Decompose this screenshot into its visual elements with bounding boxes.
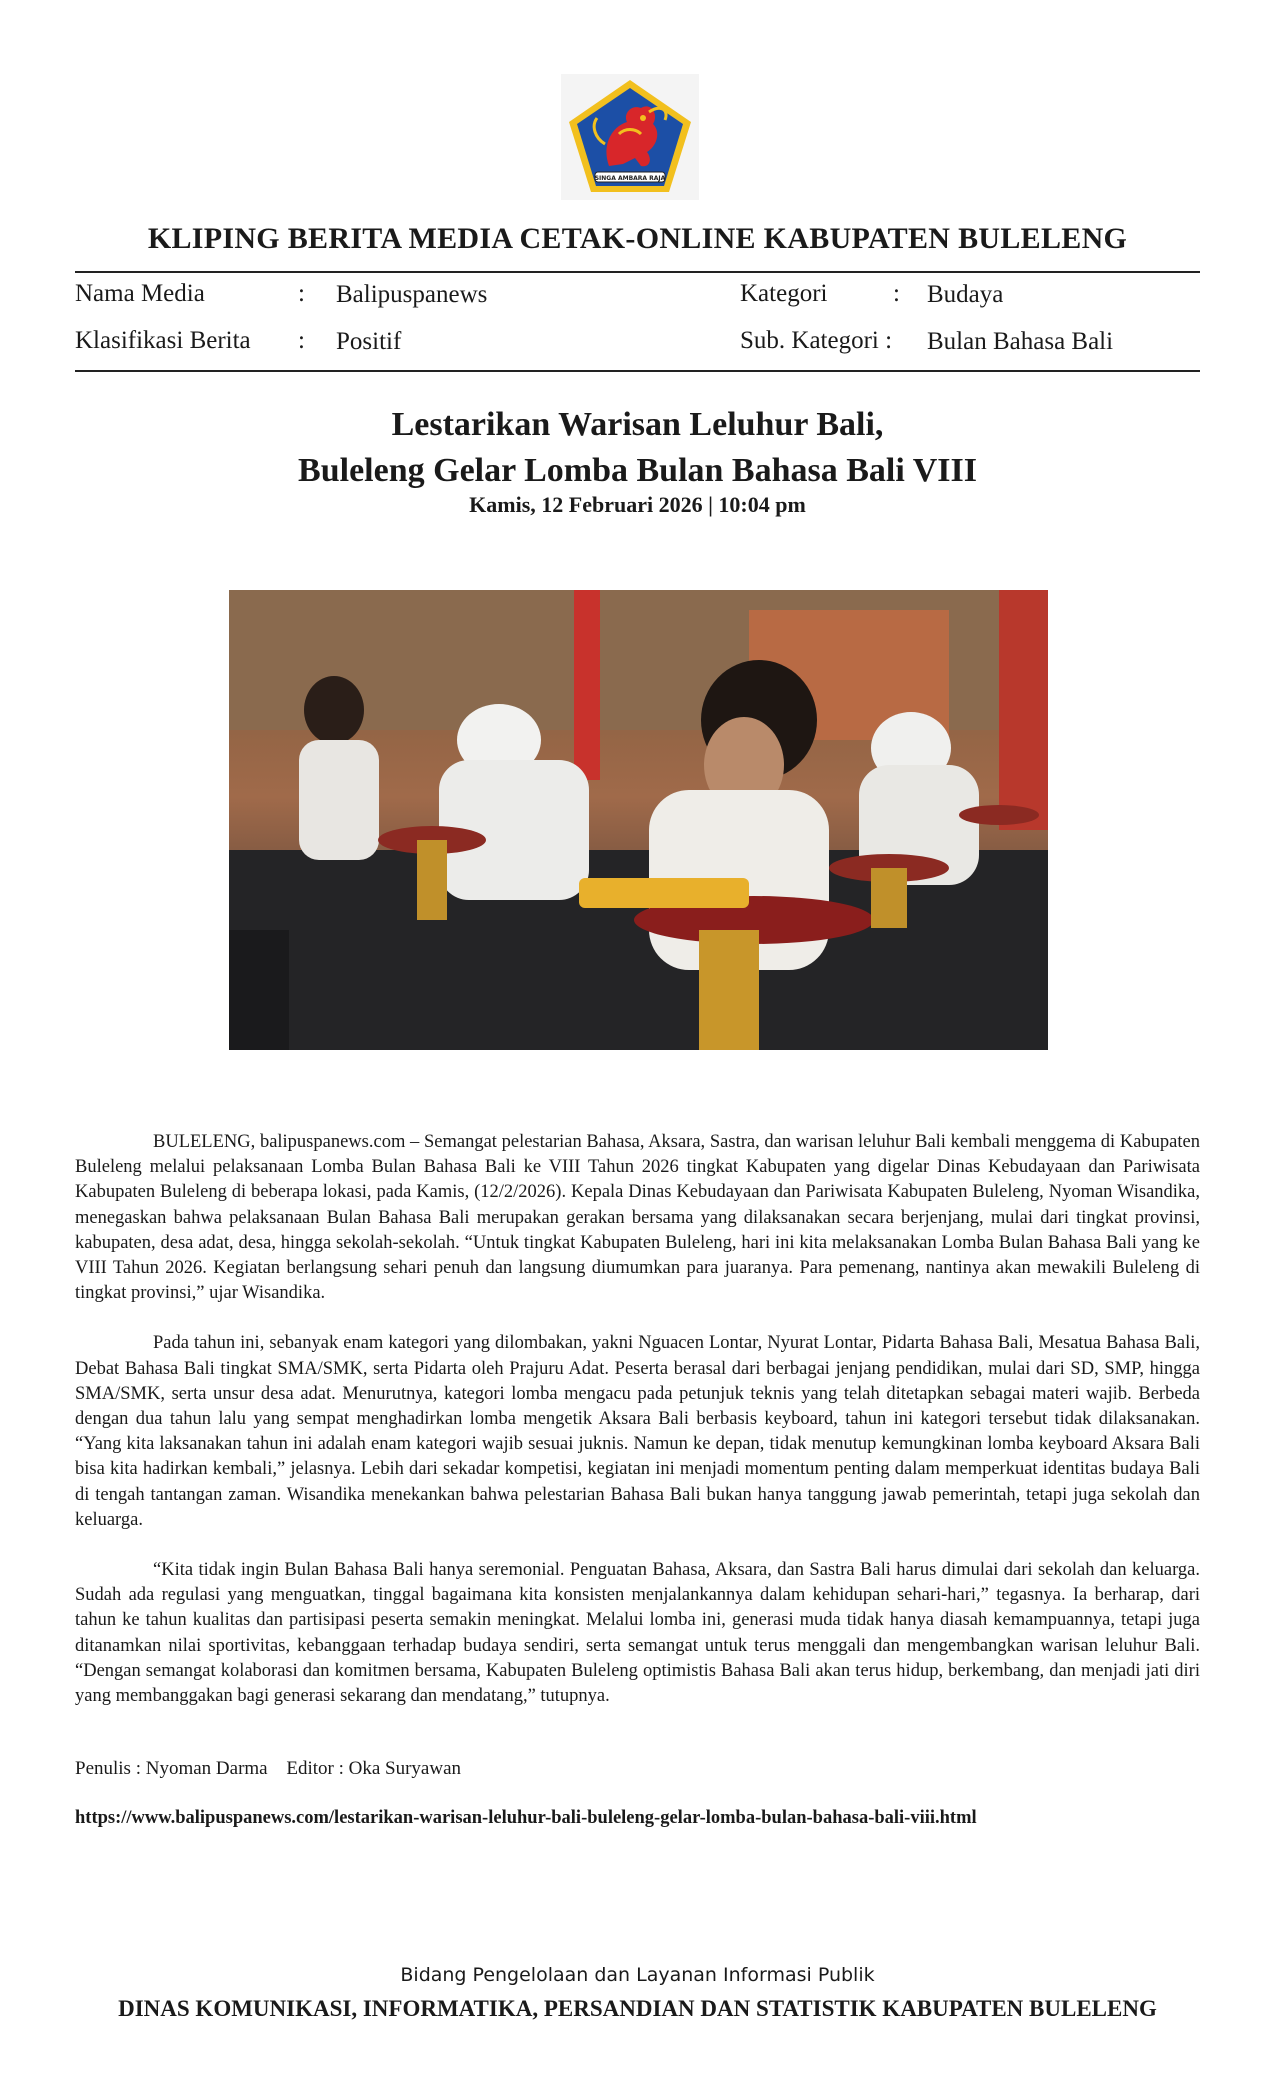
klasifikasi-label: Klasifikasi Berita <box>75 327 251 354</box>
header-divider-bottom <box>75 370 1200 372</box>
headline-line-2: Buleleng Gelar Lomba Bulan Bahasa Bali VIII <box>298 452 977 489</box>
subkategori-label: Sub. Kategori : <box>740 327 893 354</box>
author: Penulis : Nyoman Darma <box>75 1758 268 1779</box>
article-body <box>75 1130 1200 1734</box>
editor: Editor : Oka Suryawan <box>286 1758 462 1779</box>
media-label: Nama Media <box>75 280 205 307</box>
article-dateline: Kamis, 12 Februari 2026 | 10:04 pm <box>469 492 806 517</box>
source-url-link[interactable]: https://www.balipuspanews.com/lestarikan-warisan-leluhur-bali-buleleng-gelar-lomba-bulan-bahasa-bali-viii.html <box>75 1808 977 1828</box>
logo-motto: SINGA AMBARA RAJA <box>594 175 666 182</box>
media-colon: : <box>298 280 305 307</box>
students-writing-lontar-image <box>229 590 1048 1050</box>
footer-agency: DINAS KOMUNIKASI, INFORMATIKA, PERSANDIAN DAN STATISTIK KABUPATEN BULELENG <box>118 1996 1157 2021</box>
article-photo <box>229 590 1048 1050</box>
byline <box>75 1758 475 1780</box>
klasifikasi-value: Positif <box>336 328 402 355</box>
kategori-value: Budaya <box>927 281 1004 308</box>
subkategori-value: Bulan Bahasa Bali <box>927 328 1114 355</box>
lion-crest-icon <box>561 74 699 200</box>
article-paragraph-3: “Kita tidak ingin Bulan Bahasa Bali hanya seremonial. Penguatan Bahasa, Aksara, dan Sastra Bali harus dimulai dari sekolah dan keluarga. Sudah ada regulasi yang menguatkan, tinggal bagaimana kita konsisten menjalankannya dalam kehidupan sehari-hari,” tegasnya. Ia berharap, dari tahun ke tahun kualitas dan partisipasi peserta semakin meningkat. Melalui lomba ini, generasi muda tidak hanya diasah kemampuannya, tetapi juga ditanamkan nilai sportivitas, kebanggaan terhadap budaya sendiri, serta semangat untuk terus menggali dan mengembangkan warisan leluhur Bali. “Dengan semangat kolaborasi dan komitmen bersama, Kabupaten Buleleng optimistis Bahasa Bali akan terus hidup, berkembang, dan menjadi jati diri yang membanggakan bagi generasi sekarang dan mendatang,” tutupnya. <box>75 1560 1200 1707</box>
header-divider-top <box>75 271 1200 273</box>
article-paragraph-1: BULELENG, balipuspanews.com – Semangat pelestarian Bahasa, Aksara, Sastra, dan warisan leluhur Bali kembali menggema di Kabupaten Buleleng melalui pelaksanaan Lomba Bulan Bahasa Bali ke VIII Tahun 2026 tingkat Kabupaten yang digelar Dinas Kebudayaan dan Pariwisata Kabupaten Buleleng di beberapa lokasi, pada Kamis, (12/2/2026). Kepala Dinas Kebudayaan dan Pariwisata Kabupaten Buleleng, Nyoman Wisandika, menegaskan bahwa pelaksanaan Bulan Bahasa Bali merupakan gerakan bersama yang dilaksanakan secara berjenjang, mulai dari tingkat provinsi, kabupaten, desa adat, desa, hingga sekolah-sekolah. “Untuk tingkat Kabupaten Buleleng, hari ini kita melaksanakan Lomba Bulan Bahasa Bali yang ke VIII Tahun 2026. Kegiatan berlangsung sehari penuh dan langsung diumumkan para juaranya. Para pemenang, nantinya akan mewakili Buleleng di tingkat provinsi,” ujar Wisandika. <box>75 1132 1200 1304</box>
klasifikasi-colon: : <box>298 327 305 354</box>
kategori-label: Kategori <box>740 280 828 307</box>
headline-line-1: Lestarikan Warisan Leluhur Bali, <box>391 406 884 443</box>
kategori-colon: : <box>893 280 900 307</box>
footer-division: Bidang Pengelolaan dan Layanan Informasi Publik <box>400 1964 875 1986</box>
buleleng-logo <box>561 74 699 200</box>
article-paragraph-2: Pada tahun ini, sebanyak enam kategori yang dilombakan, yakni Nguacen Lontar, Nyurat Lontar, Pidarta Bahasa Bali, Mesatua Bahasa Bali, Debat Bahasa Bali tingkat SMA/SMK, serta Pidarta oleh Prajuru Adat. Peserta berasal dari berbagai jenjang pendidikan, mulai dari SD, SMP, hingga SMA/SMK, serta unsur desa adat. Menurutnya, kategori lomba mengacu pada petunjuk teknis yang telah ditetapkan sebagai materi wajib. Berbeda dengan dua tahun lalu yang sempat menghadirkan lomba mengetik Aksara Bali berbasis keyboard, tahun ini kategori tersebut tidak dilaksanakan. “Yang kita laksanakan tahun ini adalah enam kategori wajib sesuai juknis. Namun ke depan, tidak menutup kemungkinan lomba keyboard Aksara Bali bisa kita hadirkan kembali,” jelasnya. Lebih dari sekadar kompetisi, kegiatan ini menjadi momentum penting dalam memperkuat identitas budaya Bali di tengah tantangan zaman. Wisandika menekankan bahwa pelestarian Bahasa Bali bukan hanya tanggung jawab pemerintah, tetapi juga sekolah dan keluarga. <box>75 1333 1200 1530</box>
media-value: Balipuspanews <box>336 281 488 308</box>
page-title: KLIPING BERITA MEDIA CETAK-ONLINE KABUPATEN BULELENG <box>147 222 1128 255</box>
article-headline <box>0 402 1275 494</box>
